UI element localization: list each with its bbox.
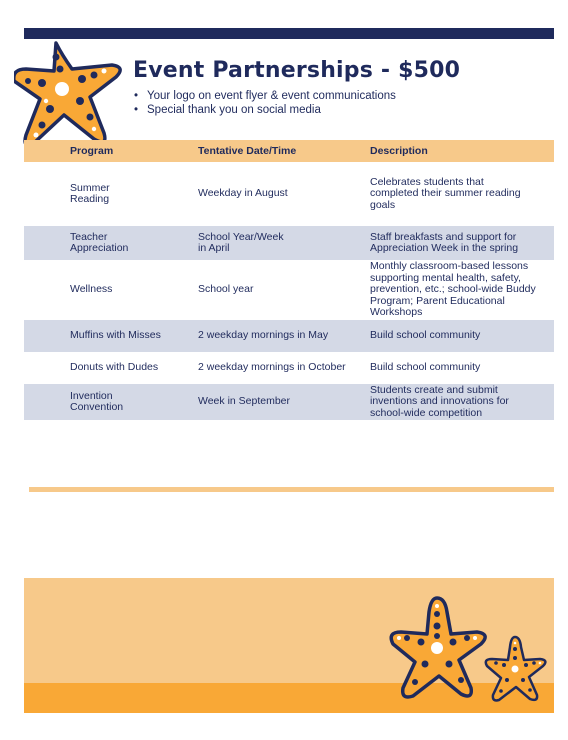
footer-band [24,578,554,713]
starfish-icon [14,20,126,155]
cell-description: Celebrates students that completed their summer reading goals [370,175,521,211]
cell-program: Muffins with Misses [24,320,198,352]
table-header-row [24,140,554,162]
header-description: Description [370,140,554,162]
section-divider [29,487,554,492]
table-row [24,384,554,420]
table-row [24,352,554,384]
cell-description: Staff breakfasts and support for Appreciation Week in the spring [370,226,554,260]
header-date: Tentative Date/Time [198,140,370,162]
table-row [24,226,554,260]
page-title: Event Partnerships - $500 [133,58,461,83]
cell-date: School year [198,283,254,296]
programs-table [24,140,554,420]
table-row [24,260,554,320]
cell-date: 2 weekday mornings in October [198,361,346,374]
cell-date: School Year/Week in April [198,226,370,260]
starfish-icon [384,593,494,703]
cell-date: Week in September [198,384,370,420]
starfish-icon [481,634,551,704]
benefit-item: • Special thank you on social media [134,103,396,117]
benefit-item: • Your logo on event flyer & event communications [134,89,396,103]
cell-date: Weekday in August [198,187,288,200]
cell-program: Summer Reading [70,181,110,205]
cell-program: Donuts with Dudes [70,361,159,374]
cell-description: Build school community [370,320,554,352]
table-row [24,162,554,226]
benefits-list [134,89,396,117]
cell-program: Teacher Appreciation [24,226,198,260]
cell-date: 2 weekday mornings in May [198,320,370,352]
cell-description: Monthly classroom-based lessons supporting mental health, safety, prevention, etc.; school-wide Buddy Program; Parent Educational Workshops [370,260,536,319]
cell-description: Build school community [370,361,481,374]
cell-program: Wellness [70,283,113,296]
cell-program: Invention Convention [24,384,198,420]
cell-description: Students create and submit inventions and innovations for school-wide competition [370,384,554,420]
header-program: Program [24,140,198,162]
table-row [24,320,554,352]
